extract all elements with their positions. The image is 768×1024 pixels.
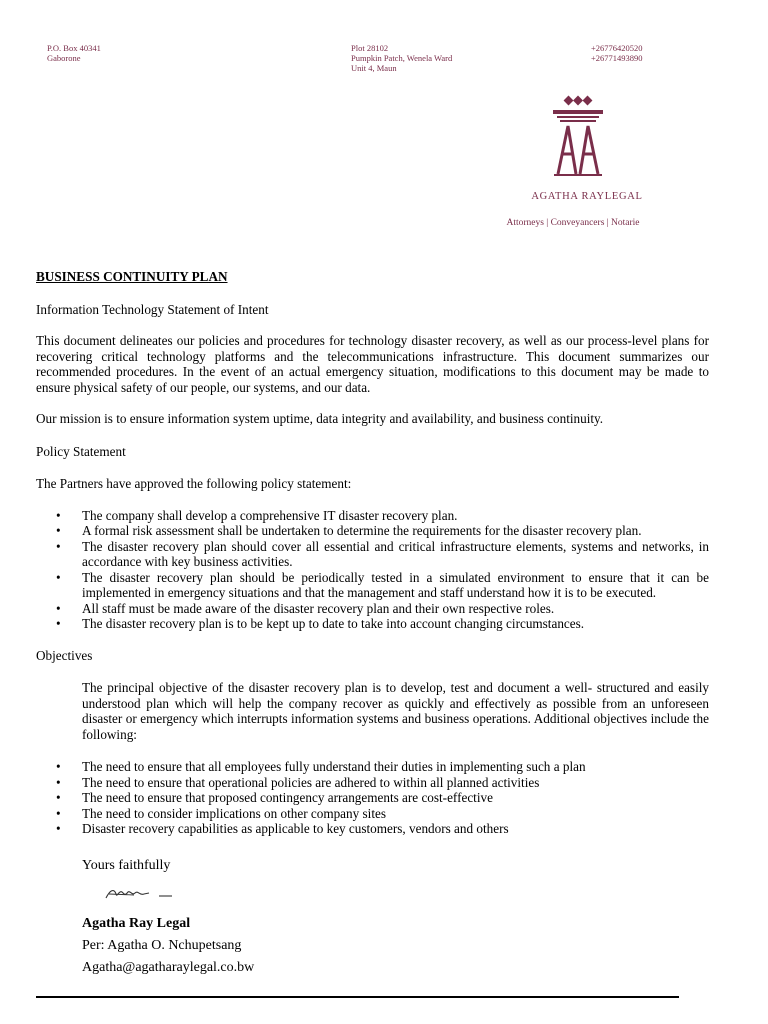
header-physical-address [351,43,452,73]
salutation: Yours faithfully [82,858,171,873]
list-item: • The disaster recovery plan should be periodically tested in a simulated environment to ensure that it can be implemented in emergency situations and that the management and staff understand how it is to be executed. [56,569,709,600]
list-item: • The need to consider implications on other company sites [56,805,386,821]
list-item: • The disaster recovery plan should cover all essential and critical infrastructure elements, systems and networks, in accordance with key business activities. [56,538,709,569]
signatory-organization: Agatha Ray Legal [82,916,191,931]
bullet-icon: • [56,759,61,774]
firm-name: AGATHA RAYLEGAL [531,191,643,202]
bullet-icon: • [56,790,61,805]
signature-block [82,913,254,979]
header-physical-line: Unit 4, Maun [351,63,397,73]
firm-tagline: Attorneys | Conveyancers | Notarie [506,218,640,228]
pillar-monogram-aa-logo [548,94,608,180]
header-postal-line: Gaborone [47,53,81,63]
header-postal-line: P.O. Box 40341 [47,43,101,53]
signatory-person: Per: Agatha O. Nchupetsang [82,938,242,953]
document-title: BUSINESS CONTINUITY PLAN [36,269,228,284]
bullet-icon: • [56,538,61,554]
policy-list [36,508,709,632]
list-item: • A formal risk assessment shall be undertaken to determine the requirements for the disaster recovery plan. [56,523,642,538]
list-item: • The need to ensure that proposed contingency arrangements are cost-effective [56,790,493,805]
objectives-list [36,759,709,837]
policy-heading: Policy Statement [36,443,126,459]
bullet-icon: • [56,523,61,538]
footer-divider [36,996,679,998]
header-physical-line: Plot 28102 [351,43,389,53]
list-item: • The need to ensure that operational policies are adhered to within all planned activities [56,774,540,790]
handwritten-signature [104,884,176,904]
bullet-icon: • [56,821,61,836]
list-item: • The need to ensure that all employees fully understand their duties in implementing such a plan [56,759,586,774]
bullet-icon: • [56,805,61,821]
bullet-icon: • [56,600,61,616]
intro-paragraph: This document delineates our policies and procedures for technology disaster recovery, as well as our process-level plans for recovering critical technology platforms and the telecommunications infrastructure. This document summarizes our recommended procedures. In the event of an actual emergency situation, modifications to this document may be made to ensure physical safety of our people, our systems, and our data. [36,333,709,395]
objectives-paragraph: The principal objective of the disaster recovery plan is to develop, test and document a well- structured and easily understood plan which will help the company recover as quickly and effectively as possible from an unforeseen disaster or emergency which interrupts information systems and business operations. Additional objectives include the following: [82,680,709,742]
mission-paragraph: Our mission is to ensure information system uptime, data integrity and availability, and business continuity. [36,411,604,426]
header-phone: +26771493890 [591,53,643,63]
list-item: • The disaster recovery plan is to be kept up to date to take into account changing circumstances. [56,616,585,631]
list-item: • Disaster recovery capabilities as applicable to key customers, vendors and others [56,821,509,836]
policy-intro: The Partners have approved the following policy statement: [36,476,352,491]
bullet-icon: • [56,616,61,631]
document-subtitle: Information Technology Statement of Intent [36,301,269,317]
header-phone-numbers [591,43,643,63]
bullet-icon: • [56,774,61,790]
header-phone: +26776420520 [591,43,643,53]
list-item: • All staff must be made aware of the disaster recovery plan and their own respective roles. [56,600,555,616]
objectives-heading: Objectives [36,647,93,663]
signatory-email: Agatha@agatharaylegal.co.bw [82,960,255,975]
header-postal-address [47,43,101,63]
bullet-icon: • [56,507,61,523]
bullet-icon: • [56,569,61,585]
letter-body [36,269,709,837]
list-item: • The company shall develop a comprehensive IT disaster recovery plan. [56,507,458,523]
header-physical-line: Pumpkin Patch, Wenela Ward [351,53,453,63]
